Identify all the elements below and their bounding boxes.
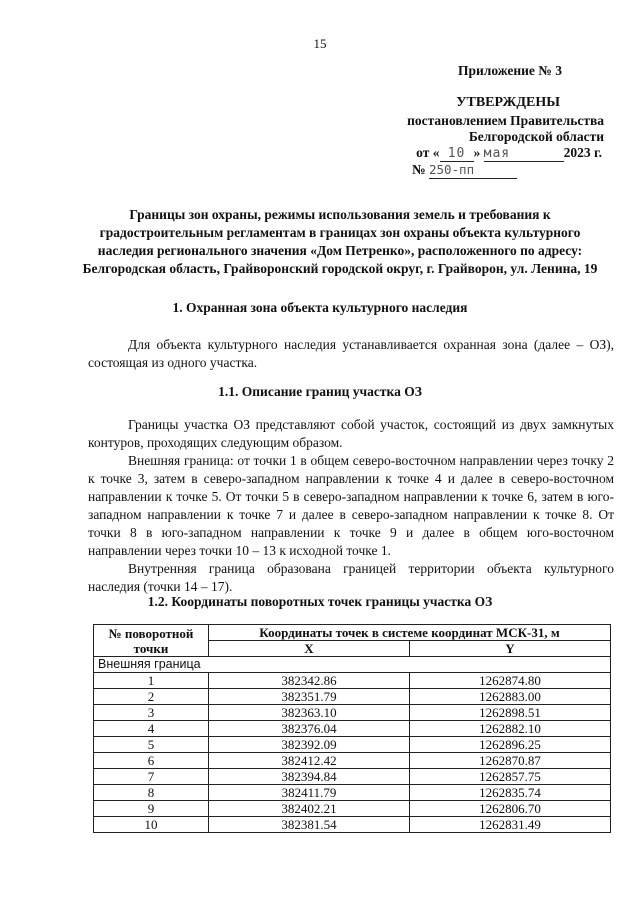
- cell-y: 1262870.87: [410, 753, 611, 769]
- table-header-row: [94, 625, 611, 641]
- table-row: [94, 705, 611, 721]
- table-row: [94, 689, 611, 705]
- date-mid: »: [473, 145, 481, 160]
- cell-y: 1262835.74: [410, 785, 611, 801]
- decree-number: [412, 162, 517, 179]
- cell-y: 1262831.49: [410, 817, 611, 833]
- number-prefix: №: [412, 162, 426, 177]
- date-month: мая: [483, 146, 511, 161]
- decree-date: [416, 145, 602, 162]
- cell-x: 382394.84: [209, 769, 410, 785]
- cell-point: 4: [94, 721, 209, 737]
- document-title: Границы зон охраны, режимы использования земель и требования к градостроительным регламентам в границах зон охраны объекта культурного наследия регионального значения «Дом Петренко», расположенного по адресу: Белгородская область, Грайворонский городской округ, г. Грайворон, ул. Ленина, 19: [82, 207, 598, 276]
- page-number: 15: [313, 36, 327, 51]
- cell-x: 382381.54: [209, 817, 410, 833]
- section-1-heading: 1. Охранная зона объекта культурного наследия: [172, 300, 468, 315]
- cell-x: 382392.09: [209, 737, 410, 753]
- cell-point: 10: [94, 817, 209, 833]
- cell-point: 8: [94, 785, 209, 801]
- section-1-1-text: [88, 416, 614, 596]
- cell-x: 382363.10: [209, 705, 410, 721]
- cell-y: 1262806.70: [410, 801, 611, 817]
- section-1-2-heading: 1.2. Координаты поворотных точек границы участка ОЗ: [147, 594, 493, 609]
- date-prefix: от «: [416, 145, 440, 160]
- cell-y: 1262883.00: [410, 689, 611, 705]
- cell-x: 382411.79: [209, 785, 410, 801]
- decree-line-1: постановлением Правительства: [407, 113, 604, 128]
- date-day: 10: [447, 146, 466, 161]
- cell-point: 1: [94, 673, 209, 689]
- col-y-header: Y: [410, 641, 611, 657]
- coordinates-table: [93, 624, 611, 833]
- cell-point: 7: [94, 769, 209, 785]
- table-group-row: [94, 657, 611, 673]
- paragraph: Для объекта культурного наследия устанавливается охранная зона (далее – ОЗ), состоящая из одного участка.: [88, 337, 614, 370]
- cell-point: 2: [94, 689, 209, 705]
- section-1-1-heading: 1.1. Описание границ участка ОЗ: [218, 384, 422, 399]
- paragraph: Внутренняя граница образована границей территории объекта культурного наследия (точки 14 – 17).: [88, 561, 614, 594]
- table-row: [94, 785, 611, 801]
- number-value: 250-пп: [428, 162, 475, 177]
- cell-y: 1262874.80: [410, 673, 611, 689]
- cell-x: 382402.21: [209, 801, 410, 817]
- appendix-label: Приложение № 3: [458, 63, 562, 78]
- table-row: [94, 753, 611, 769]
- cell-y: 1262898.51: [410, 705, 611, 721]
- col-coords-header: Координаты точек в системе координат МСК-31, м: [209, 625, 611, 641]
- col-point-header: № поворотной точки: [94, 625, 209, 657]
- decree-line-2: Белгородской области: [468, 129, 604, 144]
- cell-point: 9: [94, 801, 209, 817]
- paragraph: Внешняя граница: от точки 1 в общем северо-восточном направлении через точку 2 к точке 3, затем в северо-западном направлении к точке 4 и далее в северо-восточном направлении к точке 5. От точки 5 в северо-западном направлении к точке 6, затем в юго-западном направлении к точке 7 и далее в северо-западном направлении к точке 8. От точки 8 в юго-западном направлении к точке 9 и далее в общем юго-восточном направлении через точки 10 – 13 к исходной точке 1.: [88, 453, 614, 558]
- cell-x: 382342.86: [209, 673, 410, 689]
- cell-y: 1262857.75: [410, 769, 611, 785]
- table-row: [94, 817, 611, 833]
- cell-point: 6: [94, 753, 209, 769]
- section-1-text: [88, 336, 614, 372]
- cell-y: 1262882.10: [410, 721, 611, 737]
- table-row: [94, 801, 611, 817]
- cell-x: 382412.42: [209, 753, 410, 769]
- approved-label: УТВЕРЖДЕНЫ: [456, 95, 560, 110]
- group-label: Внешняя граница: [94, 657, 611, 673]
- table-row: [94, 721, 611, 737]
- col-x-header: X: [209, 641, 410, 657]
- table-row: [94, 769, 611, 785]
- cell-x: 382376.04: [209, 721, 410, 737]
- table-row: [94, 673, 611, 689]
- cell-x: 382351.79: [209, 689, 410, 705]
- date-year: 2023 г.: [563, 145, 602, 160]
- table-row: [94, 737, 611, 753]
- paragraph: Границы участка ОЗ представляют собой участок, состоящий из двух замкнутых контуров, проходящих следующим образом.: [88, 417, 614, 450]
- cell-point: 3: [94, 705, 209, 721]
- cell-point: 5: [94, 737, 209, 753]
- cell-y: 1262896.25: [410, 737, 611, 753]
